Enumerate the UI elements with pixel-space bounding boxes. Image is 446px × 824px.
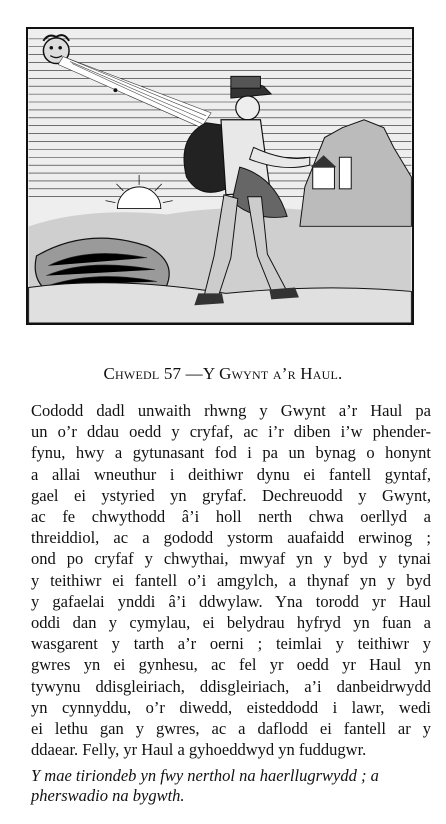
paragraph-line: yn cynnyddu, o’r diwedd, eisteddodd i lawr, wedi (31, 697, 431, 717)
fable-paragraph (31, 400, 431, 760)
moral-line: Y mae tiriondeb yn fwy nerthol na haerllugrwydd ; a (31, 766, 379, 785)
paragraph-line: y gafaelai ynddi â’i ddwylaw. Yna torodd yr Haul (31, 591, 431, 611)
paragraph-line: fynu, hwy a gytunasant fod i pa un bynag o honynt (31, 443, 431, 463)
paragraph-line: gael ei ystyried yn gryfaf. Dechreuodd y Gwynt, (31, 485, 431, 505)
fable-moral (31, 766, 431, 806)
paragraph-line: wasgarent y tarth a’r oerni ; teimlai y teithiwr y (31, 634, 431, 654)
paragraph-line: ddaear. Felly, yr Haul a gyhoeddwyd yn fuddugwr. (31, 740, 367, 760)
paragraph-line: tywynu ddisgleiriach, ddisgleiriach, a’i danbeidrwydd (31, 676, 431, 696)
paragraph-line: a allai wneuthur i deithiwr dynu ei fantell gyntaf, (31, 464, 431, 484)
paragraph-line: ei lethu gan y gwres, ac a daflodd ei fantell ar y (31, 719, 431, 739)
wind-and-sun-woodcut-image (28, 29, 412, 323)
paragraph-line: un o’r ddau oedd y cryfaf, ac i’r diben i’w phender- (31, 422, 431, 442)
paragraph-line: gwres yn ei gynhesu, ac fel yr oedd yr Haul yn (31, 655, 431, 675)
paragraph-line: ond po cryfaf y chwythai, mwyaf yn y byd y tynai (31, 549, 431, 569)
moral-line: pherswadio na bygwth. (31, 786, 185, 805)
fable-title: Chwedl 57 —Y Gwynt a’r Haul. (103, 364, 343, 383)
paragraph-line: oddi dan y cymylau, ei belydrau hyfryd yn fuan a (31, 613, 431, 633)
paragraph-line: y teithiwr ei fantell o’i amgylch, a thynaf yn y byd (31, 570, 431, 590)
paragraph-line: Cododd dadl unwaith rhwng y Gwynt a’r Haul pa (31, 401, 431, 420)
paragraph-line: threiddiol, ac a gododd ystorm auafaidd erwinog ; (31, 528, 431, 548)
paragraph-line: ac fe chwythodd â’i holl nerth chwa oerllyd a (31, 507, 431, 527)
woodcut-illustration (26, 27, 414, 325)
